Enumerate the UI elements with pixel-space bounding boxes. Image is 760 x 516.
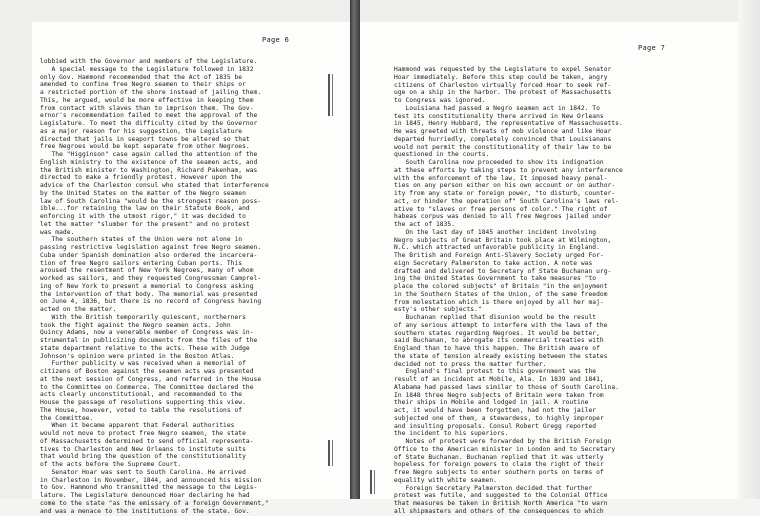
text-line: passing restrictive legislation against free Negro seamen. — [40, 244, 262, 251]
text-line: would not move to protect free Negro seamen, the state — [40, 430, 246, 437]
text-line: citizens of Boston against the seamen acts was presented — [40, 368, 254, 375]
text-line: protest was futile, and suggested to the Colonial Office — [394, 492, 608, 500]
text-line: Quincy Adams, now a venerable member of Congress was in- — [40, 329, 254, 337]
text-line: act, it would have been forgotten, had not the jailer — [394, 407, 597, 414]
margin-bracket-mark — [328, 440, 330, 466]
page-edge — [738, 0, 760, 499]
text-line: the Committee. — [40, 414, 94, 422]
text-line: Office to the American minister in London and to Secretary — [394, 445, 616, 453]
text-line: This, he argued, would be more effective in keeping them — [40, 96, 254, 104]
text-line: to Congress was ignored. — [394, 97, 486, 104]
text-line: aroused the resentment of New York Negroes, many of whom — [40, 267, 254, 275]
page-6 — [32, 22, 350, 515]
text-line: questioned in the courts. — [394, 151, 490, 159]
text-line: with the enforcement of the law. It imposed heavy penal- — [394, 174, 608, 182]
text-line: England than to have this happen. The British aware of — [394, 345, 600, 352]
text-line: advice of the Charleston consul who stated that interference — [40, 182, 269, 189]
text-line: directed that jails in seaport towns be altered so that — [40, 135, 250, 143]
page-number: Page 6 — [262, 36, 290, 44]
text-line: Further publicity w was received when a memorial of — [40, 360, 246, 368]
text-line: acts clearly unconstitutional, and recommended to the — [40, 391, 243, 399]
text-line: only Gov. Hammond recommended that the Act of 1835 be — [40, 73, 243, 81]
margin-bracket-mark — [328, 74, 330, 116]
text-line: and insulting proposals. Consul Robert Gregg reported — [394, 422, 597, 430]
text-line: come to the state "as the emissary of a foreign Government," — [40, 499, 269, 507]
text-line: in the Southern States of the Union, of the same freedom — [394, 290, 608, 298]
text-line: drafted and delivered to Secretary of State Buchanan urg- — [394, 267, 612, 275]
text-line: uge on a ship in the harbor. The protest of Massachusetts — [394, 89, 612, 97]
text-line: southern states regarding Negroes. It would be better, — [394, 329, 600, 337]
text-line: by the United States on the matter of the Negro seamen — [40, 189, 246, 197]
text-line: Alabama had passed laws similar to those of South Carolina. — [394, 383, 619, 391]
text-line: The British and Foreign Anti-Slavery Society urged For- — [394, 252, 604, 259]
text-line: of Massachusetts determined to send official representa- — [40, 437, 254, 445]
text-line: ible...for retaining the law on their Statute Book, and — [40, 205, 250, 213]
text-line: House the passage of resolutions supporting this view. — [40, 399, 246, 406]
text-line: their ships in Mobile and lodged in jail. A routine — [394, 399, 589, 407]
text-line: lature. The Legislature denounced Hoar declaring he had — [40, 492, 250, 499]
text-line: equality with white seamen. — [394, 476, 497, 484]
text-line: as a major reason for his suggestion, the Legislature — [40, 127, 243, 135]
text-line: result of an incident at Mobile, Ala. In 1839 and 1841, — [394, 376, 604, 383]
text-line: ernor's recommendation failed to meet the approval of the — [40, 112, 258, 120]
text-line: Legislature. To meet the difficulty cited by the Governor — [40, 120, 258, 127]
text-line: law of South Carolina "would be the strongest reason poss- — [40, 197, 262, 205]
text-line: ative to "slaves or free persons of color." The right of — [394, 205, 608, 213]
text-line: strumental in publicizing documents from the files of the — [40, 337, 258, 344]
text-line: place the colored subjects" of Britain "in the enjoyment — [394, 283, 608, 290]
text-line: from contact with slaves than to imprison them. The Gov- — [40, 104, 254, 112]
text-line: ing of New York to present a memorial to Congress asking — [40, 282, 254, 290]
page-7-body-text — [394, 66, 623, 516]
text-line: English ministry to the existence of the seamen acts, and — [40, 158, 258, 166]
text-line: Hammond was requested by the Legislature to expel Senator — [394, 66, 612, 73]
text-line: would not permit the constitutionality of their law to be — [394, 143, 612, 151]
text-line: The "Higginson" case again called the attention of the — [40, 151, 258, 158]
text-line: acted on the matter. — [40, 306, 117, 313]
text-line: habeas corpus was denied to all free Negroes jailed under — [394, 213, 612, 221]
page-7 — [360, 22, 738, 515]
text-line: the British minister to Washington, Richard Pakenham, was — [40, 166, 258, 174]
text-line: was made. — [40, 228, 75, 236]
text-line: He was greeted with threats of mob violence and like Hoar — [394, 128, 612, 135]
text-line: took the fight against the Negro seamen acts. John — [40, 321, 231, 329]
text-line: Buchanan replied that disunion would be the result — [394, 314, 597, 321]
page-6-body-text — [40, 58, 269, 515]
text-line: England's final protest to this government was the — [394, 368, 597, 376]
text-line: and was a menace to the institutions of the state. Gov. — [40, 507, 250, 515]
text-line: on June 4, 1836, but there is no record of Congress having — [40, 298, 262, 306]
text-line: enforcing it with the utmost rigor," it was decided to — [40, 213, 246, 220]
text-line: let the matter "slumber for the present" and no protest — [40, 220, 250, 228]
text-line: ity from any state or foreign power, "to disturb, counter- — [394, 190, 616, 197]
text-line: to the Committee on Commerce. The Committee declared the — [40, 383, 254, 391]
text-line: ing the United States Government to take measures "to — [394, 275, 597, 283]
text-line: Notes of protest were forwarded by the British Foreign — [394, 438, 612, 445]
text-line: tives to Charleston and New Orleans to institute suits — [40, 445, 246, 453]
text-line: that measures be taken in British North America "to warn — [394, 500, 608, 507]
text-line: Negro subjects of Great Britain took place at Wilmington, — [394, 236, 612, 244]
text-line: departed hurriedly, completely convinced that Louisianans — [394, 135, 612, 143]
text-line: test its constitutionality there arrived in New Orleans — [394, 112, 604, 120]
text-line: With the British temporarily quiescent, northerners — [40, 313, 246, 321]
text-line: at these efforts by taking steps to prevent any interference — [394, 166, 623, 174]
text-line: state department relative to the acts. These with Judge — [40, 344, 250, 352]
page-number: Page 7 — [638, 44, 666, 52]
text-line: a restricted portion of the shore instead of jailing them. — [40, 89, 262, 96]
text-line: free Negro subjects to enter southern ports on terms of — [394, 469, 604, 476]
text-line: that would bring the question of the constitutionality — [40, 453, 246, 461]
text-line: hopeless for foreign powers to claim the right of their — [394, 461, 604, 469]
text-line: The House, however, voted to table the resolutions of — [40, 406, 243, 414]
text-line: in 1845, Henry Hubbard, the representative of Massachusetts. — [394, 120, 623, 128]
text-line: tion of free Negro sailors entering Cuban ports. This — [40, 259, 243, 267]
margin-bracket-mark — [370, 470, 372, 494]
text-line: subjected one of them, a stewardess, to highly improper — [394, 414, 604, 422]
text-line: to Gov. Hammond who transmitted the message to the Legis- — [40, 484, 258, 492]
text-line: of any serious attempt to interfere with the laws of the — [394, 321, 608, 329]
text-line: The southern states of the Union were not alone in — [40, 236, 243, 244]
text-line: N.C. which attracted unfavorable publicity in England. — [394, 244, 600, 252]
book-gutter — [350, 0, 360, 499]
text-line: Johnson's opinion were printed in the Boston Atlas. — [40, 352, 235, 360]
text-line: South Carolina now proceeded to show its indignation — [394, 159, 604, 166]
text-line: eign Secretary Palmerston to take action. A note was — [394, 259, 593, 267]
text-line: the incident to his superiors. — [394, 430, 509, 438]
text-line: free Negroes would be kept separate from other Negroes. — [40, 143, 250, 151]
text-line: On the last day of 1845 another incident involving — [394, 228, 597, 236]
text-line: Foreign Secretary Palmerston decided that further — [394, 484, 593, 492]
text-line: of State Buchanan. Buchanan replied that it was utterly — [394, 453, 604, 461]
text-line: the intervention of that body. The memorial was presented — [40, 290, 258, 298]
text-line: esty's other subjects." — [394, 306, 482, 314]
text-line: Hoar immediately. Before this step could be taken, angry — [394, 73, 608, 81]
text-line: Louisiana had passed a Negro seamen act in 1842. To — [394, 104, 600, 112]
text-line: When it became apparent that Federal authorities — [40, 422, 235, 430]
text-line: ties on any person either on his own account or on author- — [394, 182, 616, 190]
text-line: decided not to press the matter further. — [394, 360, 547, 368]
text-line: said Buchanan, to abrogate its commercial treaties with — [394, 337, 604, 345]
text-line: in Charleston in November, 1844, and announced his mission — [40, 476, 262, 484]
text-line: the state of tension already existing between the states — [394, 352, 608, 360]
text-line: citizens of Charleston virtually forced Hoar to seek ref- — [394, 81, 612, 89]
text-line: Senator Hoar was sent to South Carolina. He arrived — [40, 468, 246, 476]
text-line: the act of 1835. — [394, 221, 456, 228]
text-line: A special message to the Legislature followed in 1832 — [40, 65, 254, 73]
text-line: amended to confine free Negro seamen to their ships or — [40, 81, 246, 89]
text-line: all shipmasters and others of the consequences to which — [394, 507, 604, 515]
text-line: act, or hinder the operation of" South Carolina's laws rel- — [394, 197, 619, 205]
text-line: In 1848 three Negro subjects of Britain were taken from — [394, 391, 604, 399]
text-line: lobbied with the Governor and members of the Legislature. — [40, 58, 258, 65]
text-line: from molestation which is there enjoyed by all her maj- — [394, 298, 604, 306]
text-line: at the next session of Congress, and referred in the House — [40, 375, 262, 383]
text-line: of the acts before the Supreme Court. — [40, 461, 182, 468]
text-line: directed to make a friendly protest. However upon the — [40, 174, 243, 182]
text-line: worked as sailors, and they requested Congressman Camprel- — [40, 275, 262, 282]
text-line: Cuba under Spanish domination also ordered the incarcera- — [40, 251, 258, 259]
